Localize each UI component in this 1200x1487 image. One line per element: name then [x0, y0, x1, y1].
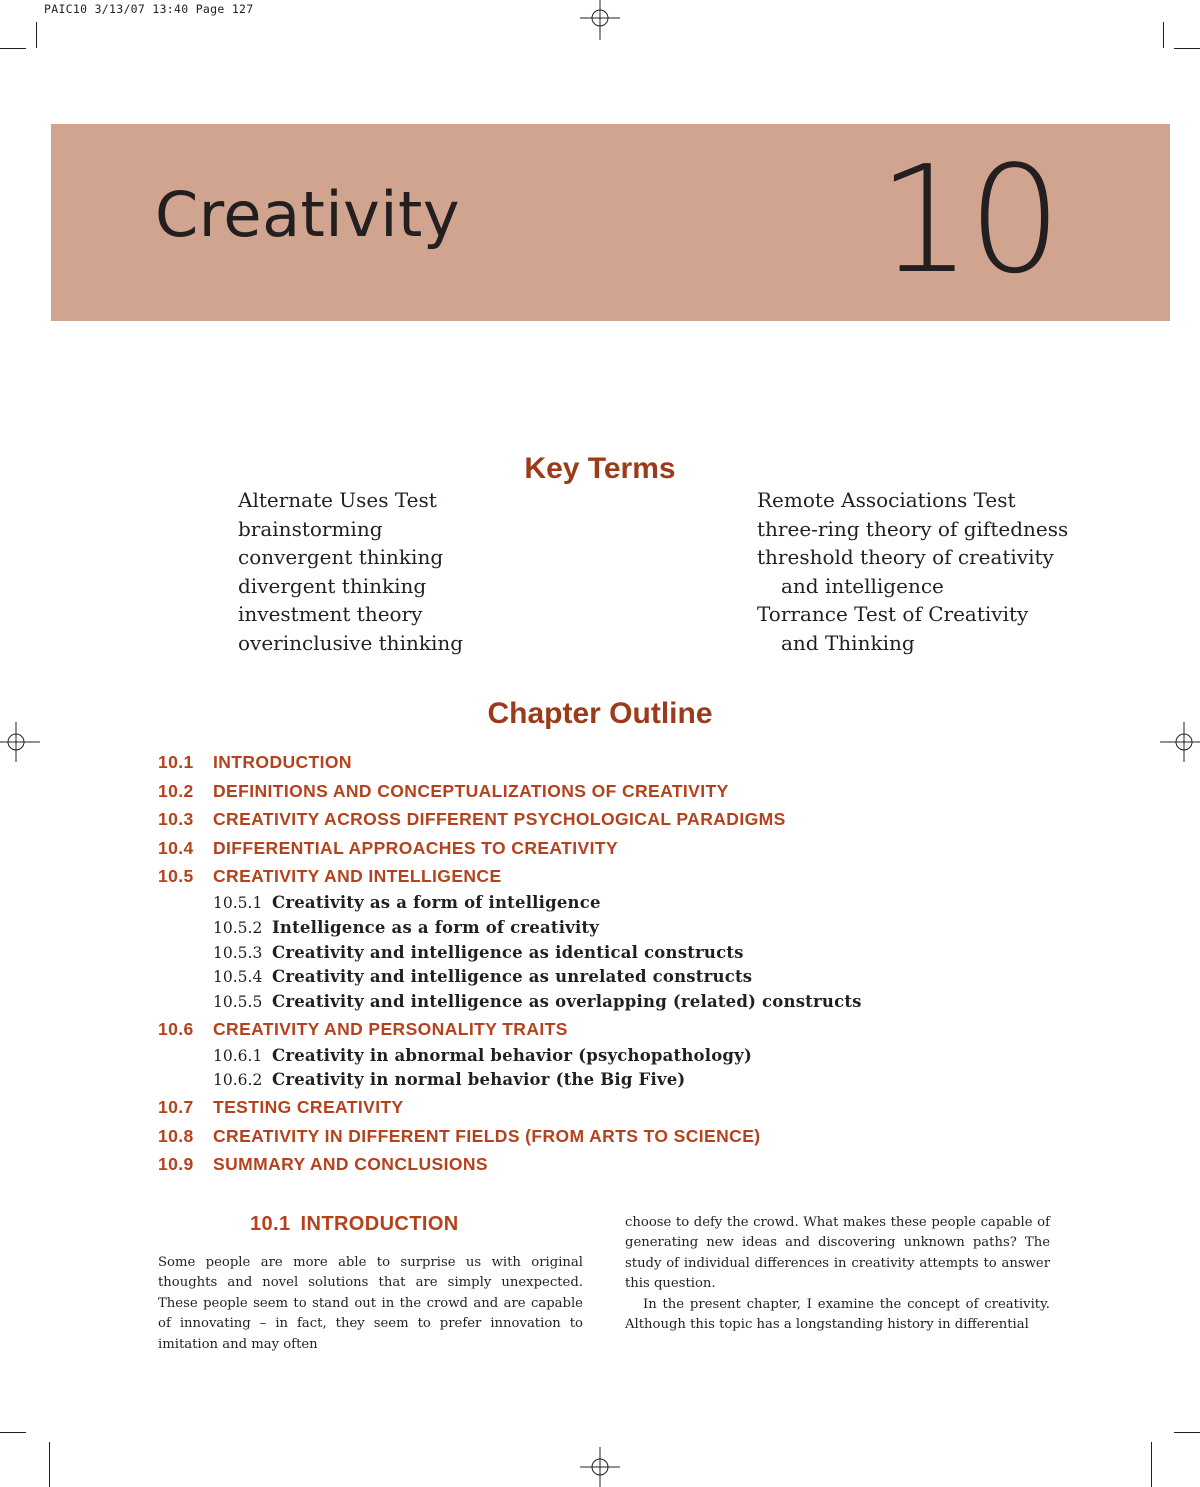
- body-paragraph: choose to defy the crowd. What makes these people capable of generating new ideas and discovering unknown paths? The study of individual differences in creativity attempts to answer this question.: [625, 1215, 1050, 1292]
- crop-mark: [1151, 1442, 1152, 1487]
- key-term: convergent thinking: [238, 545, 444, 569]
- key-term: divergent thinking: [238, 573, 427, 598]
- section-number: 10.1: [250, 1213, 291, 1235]
- outline-title: Creativity and intelligence as unrelated constructs: [272, 967, 753, 987]
- outline-section: [158, 1093, 862, 1122]
- outline-number: 10.5.2: [213, 918, 263, 937]
- outline-number: 10.9: [158, 1154, 194, 1175]
- chapter-number: 10: [877, 134, 1058, 306]
- outline-subsection: [158, 891, 862, 916]
- outline-title: CREATIVITY IN DIFFERENT FIELDS (FROM ARTS TO SCIENCE): [213, 1125, 761, 1146]
- registration-mark-icon: [580, 0, 620, 40]
- crop-mark: [49, 1442, 50, 1487]
- key-term: three-ring theory of giftedness: [757, 516, 1069, 541]
- key-term: Alternate Uses Test: [238, 488, 437, 512]
- key-term: threshold theory of creativity: [757, 545, 1054, 569]
- outline-subsection: [158, 965, 862, 990]
- outline-number: 10.5: [158, 866, 194, 887]
- outline-subsection: [158, 1044, 862, 1069]
- outline-title: CREATIVITY ACROSS DIFFERENT PSYCHOLOGICAL PARADIGMS: [213, 809, 786, 830]
- outline-number: 10.6.2: [213, 1071, 263, 1090]
- outline-subsection: [158, 916, 862, 941]
- chapter-banner: [51, 124, 1170, 321]
- registration-mark-icon: [580, 1447, 620, 1487]
- outline-number: 10.4: [158, 837, 194, 858]
- outline-section: [158, 748, 862, 777]
- key-term-continuation: and Thinking: [781, 630, 915, 655]
- outline-title: Creativity as a form of intelligence: [272, 892, 601, 912]
- outline-title: Creativity in normal behavior (the Big Five): [272, 1070, 686, 1090]
- key-term: investment theory: [238, 602, 423, 626]
- crop-mark: [0, 48, 26, 49]
- body-paragraph: Some people are more able to surprise us with original thoughts and novel solutions that are simply unexpected. These people seem to stand out in the crowd and are capable of innovating – in fact, they seem to prefer innovation to imitation and may often: [158, 1255, 583, 1352]
- body-paragraph: In the present chapter, I examine the concept of creativity. Although this topic has a longstanding history in differential: [625, 1296, 1050, 1333]
- key-term-continuation: and intelligence: [781, 573, 944, 598]
- crop-mark: [1163, 22, 1164, 48]
- key-term: Torrance Test of Creativity: [757, 602, 1029, 626]
- outline-section: [158, 1122, 862, 1151]
- outline-number: 10.5.5: [213, 993, 263, 1012]
- outline-number: 10.5.3: [213, 943, 263, 962]
- outline-number: 10.1: [158, 752, 194, 772]
- crop-mark: [1174, 48, 1200, 49]
- crop-mark: [0, 1432, 26, 1433]
- outline-title: DEFINITIONS AND CONCEPTUALIZATIONS OF CREATIVITY: [213, 780, 729, 801]
- crop-mark: [1174, 1432, 1200, 1433]
- outline-title: INTRODUCTION: [213, 752, 352, 772]
- outline-section: [158, 862, 862, 891]
- outline-number: 10.6: [158, 1018, 194, 1039]
- outline-title: Creativity and intelligence as overlapping (related) constructs: [272, 992, 862, 1012]
- key-term: overinclusive thinking: [238, 630, 464, 655]
- outline-title: Creativity and intelligence as identical constructs: [272, 942, 744, 962]
- outline-section: [158, 1150, 862, 1179]
- body-column-right: [625, 1213, 1050, 1335]
- key-terms-left-column: [238, 486, 463, 657]
- section-title: INTRODUCTION: [300, 1213, 459, 1235]
- outline-subsection: [158, 1068, 862, 1093]
- outline-section: [158, 834, 862, 863]
- outline-number: 10.2: [158, 780, 194, 801]
- outline-section: [158, 1015, 862, 1044]
- outline-number: 10.3: [158, 809, 194, 830]
- key-term: Remote Associations Test: [757, 488, 1016, 512]
- crop-mark: [36, 22, 37, 48]
- chapter-outline-heading: Chapter Outline: [487, 697, 713, 730]
- outline-number: 10.6.1: [213, 1046, 263, 1065]
- printer-slug: PAIC10 3/13/07 13:40 Page 127: [44, 2, 254, 16]
- key-terms-right-column: [757, 486, 1068, 657]
- key-terms-heading: Key Terms: [524, 452, 676, 485]
- outline-title: Intelligence as a form of creativity: [272, 917, 600, 937]
- outline-section: [158, 777, 862, 806]
- outline-subsection: [158, 990, 862, 1015]
- body-column-left: [158, 1253, 583, 1355]
- outline-number: 10.7: [158, 1097, 194, 1118]
- chapter-title: Creativity: [155, 178, 461, 251]
- outline-title: Creativity in abnormal behavior (psychopathology): [272, 1045, 752, 1065]
- outline-title: CREATIVITY AND INTELLIGENCE: [213, 866, 502, 887]
- outline-subsection: [158, 941, 862, 966]
- outline-number: 10.5.1: [213, 893, 263, 912]
- chapter-outline: [158, 748, 862, 1179]
- outline-section: [158, 805, 862, 834]
- section-heading: [250, 1213, 459, 1236]
- outline-title: TESTING CREATIVITY: [213, 1097, 404, 1118]
- outline-number: 10.8: [158, 1125, 194, 1146]
- outline-title: SUMMARY AND CONCLUSIONS: [213, 1154, 488, 1175]
- outline-title: CREATIVITY AND PERSONALITY TRAITS: [213, 1018, 568, 1039]
- outline-number: 10.5.4: [213, 968, 263, 987]
- outline-title: DIFFERENTIAL APPROACHES TO CREATIVITY: [213, 837, 619, 858]
- key-term: brainstorming: [238, 516, 383, 541]
